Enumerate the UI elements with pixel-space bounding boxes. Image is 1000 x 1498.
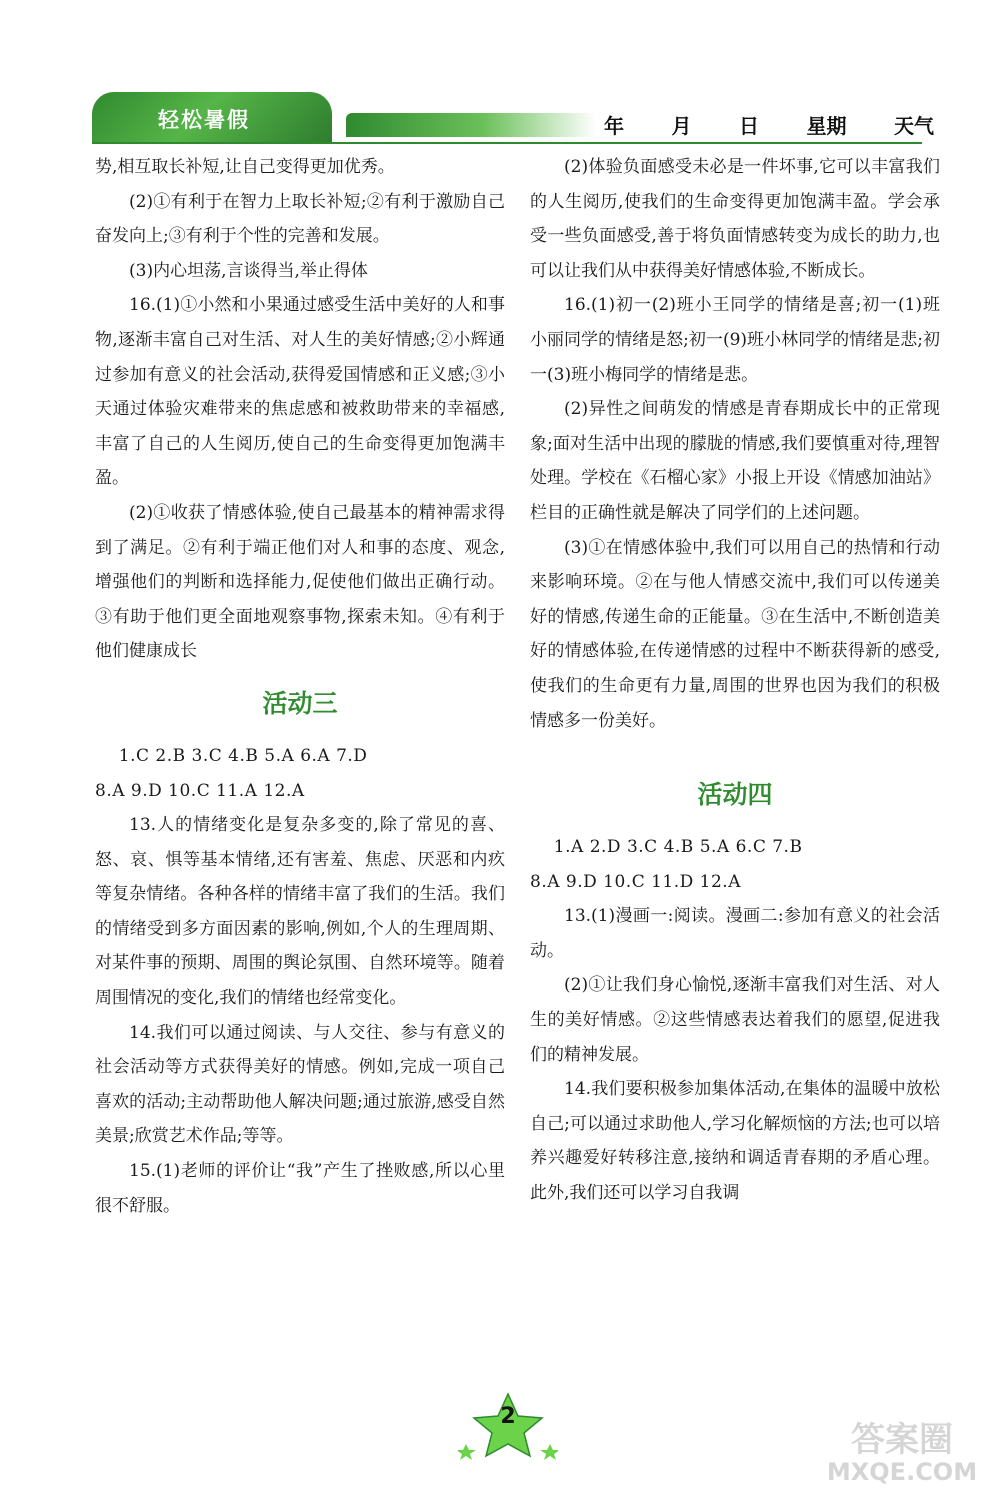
left-column bbox=[95, 150, 505, 1223]
multiple-choice-answers: 8.A 9.D 10.C 11.A 12.A bbox=[95, 780, 305, 801]
multiple-choice-answers: 1.A 2.D 3.C 4.B 5.A 6.C 7.B bbox=[553, 837, 803, 858]
date-fields bbox=[604, 110, 934, 142]
page-number: 2 bbox=[500, 1404, 516, 1429]
brand-title: 轻松暑假 bbox=[158, 108, 250, 132]
multiple-choice-answers: 8.A 9.D 10.C 11.D 12.A bbox=[530, 871, 741, 892]
answer-paragraph: 15.(1)老师的评价让“我”产生了挫败感,所以心里很不舒服。 bbox=[95, 1161, 505, 1216]
page-number-badge bbox=[458, 1392, 558, 1460]
answer-paragraph: 16.(1)初一(2)班小王同学的情绪是喜;初一(1)班小丽同学的情绪是怒;初一(9)班小林同学的情绪是悲;初一(3)班小梅同学的情绪是悲。 bbox=[530, 295, 940, 385]
answer-paragraph: (3)内心坦荡,言谈得当,举止得体 bbox=[129, 260, 368, 281]
answer-paragraph: 16.(1)①小然和小果通过感受生活中美好的人和事物,逐渐丰富自己对生活、对人生的美好情感;②小辉通过参加有意义的社会活动,获得爱国情感和正义感;③小天通过体验灾难带来的焦虑感和被救助带来的幸福感,丰富了自己的人生阅历,使自己的生命变得更加饱满丰盈。 bbox=[95, 295, 505, 489]
watermark bbox=[812, 1412, 992, 1490]
answer-paragraph: 势,相互取长补短,让自己变得更加优秀。 bbox=[95, 157, 395, 177]
answer-paragraph: 14.我们可以通过阅读、与人交往、参与有意义的社会活动等方式获得美好的情感。例如,完成一项自己喜欢的活动;主动帮助他人解决问题;通过旅游,感受自然美景;欣赏艺术作品;等等。 bbox=[95, 1022, 505, 1147]
page-header bbox=[0, 0, 1000, 160]
watermark-url: MXQE.COM bbox=[826, 1458, 978, 1486]
header-divider bbox=[92, 142, 922, 144]
multiple-choice-answers: 1.C 2.B 3.C 4.B 5.A 6.A 7.D bbox=[118, 745, 368, 766]
watermark-cn: 答案圈 bbox=[851, 1420, 953, 1460]
weekday-label: 星期 bbox=[806, 114, 847, 138]
answer-paragraph: (2)异性之间萌发的情感是青春期成长中的正常现象;面对生活中出现的朦胧的情感,我们要慎重对待,理智处理。学校在《石榴心家》小报上开设《情感加油站》栏目的正确性就是解决了同学们的上述问题。 bbox=[530, 399, 940, 523]
answer-paragraph: (3)①在情感体验中,我们可以用自己的热情和行动来影响环境。②在与他人情感交流中,我们可以传递美好的情感,传递生命的正能量。③在生活中,不断创造美好的情感体验,在传递情感的过程中不断获得新的感受,使我们的生命更有力量,周围的世界也因为我们的积极情感多一份美好。 bbox=[530, 537, 940, 731]
answer-paragraph: 13.(1)漫画一:阅读。漫画二:参加有意义的社会活动。 bbox=[530, 906, 940, 961]
weather-label: 天气 bbox=[894, 114, 934, 138]
month-label: 月 bbox=[671, 114, 692, 138]
answer-paragraph: (2)①收获了情感体验,使自己最基本的精神需求得到了满足。②有利于端正他们对人和事的态度、观念,增强他们的判断和选择能力,促使他们做出正确行动。③有助于他们更全面地观察事物,探索未知。④有利于他们健康成长 bbox=[95, 502, 505, 662]
section-title-activity-4: 活动四 bbox=[697, 780, 773, 810]
year-label: 年 bbox=[604, 114, 624, 138]
answer-paragraph: (2)体验负面感受未必是一件坏事,它可以丰富我们的人生阅历,使我们的生命变得更加饱满丰盈。学会承受一些负面感受,善于将负面情感转变为成长的助力,也可以让我们从中获得美好情感体验,不断成长。 bbox=[530, 157, 940, 281]
header-decor-bar bbox=[346, 113, 596, 137]
answer-paragraph: (2)①让我们身心愉悦,逐渐丰富我们对生活、对人生的美好情感。②这些情感表达着我们的愿望,促进我们的精神发展。 bbox=[530, 975, 940, 1065]
answer-paragraph: 13.人的情绪变化是复杂多变的,除了常见的喜、怒、哀、惧等基本情绪,还有害羞、焦虑、厌恶和内疚等复杂情绪。各种各样的情绪丰富了我们的生活。我们的情绪受到多方面因素的影响,例如,个人的生理周期、对某件事的预期、周围的舆论氛围、自然环境等。随着周围情况的变化,我们的情绪也经常变化。 bbox=[95, 815, 505, 1009]
day-label: 日 bbox=[739, 114, 759, 138]
right-column bbox=[530, 150, 940, 1211]
answer-paragraph: 14.我们要积极参加集体活动,在集体的温暖中放松自己;可以通过求助他人,学习化解烦恼的方法;也可以培养兴趣爱好转移注意,接纳和调适青春期的矛盾心理。此外,我们还可以学习自我调 bbox=[530, 1079, 940, 1204]
answer-paragraph: (2)①有利于在智力上取长补短;②有利于激励自己奋发向上;③有利于个性的完善和发展。 bbox=[95, 191, 505, 247]
section-title-activity-3: 活动三 bbox=[262, 688, 338, 718]
brand-tab bbox=[92, 92, 332, 142]
